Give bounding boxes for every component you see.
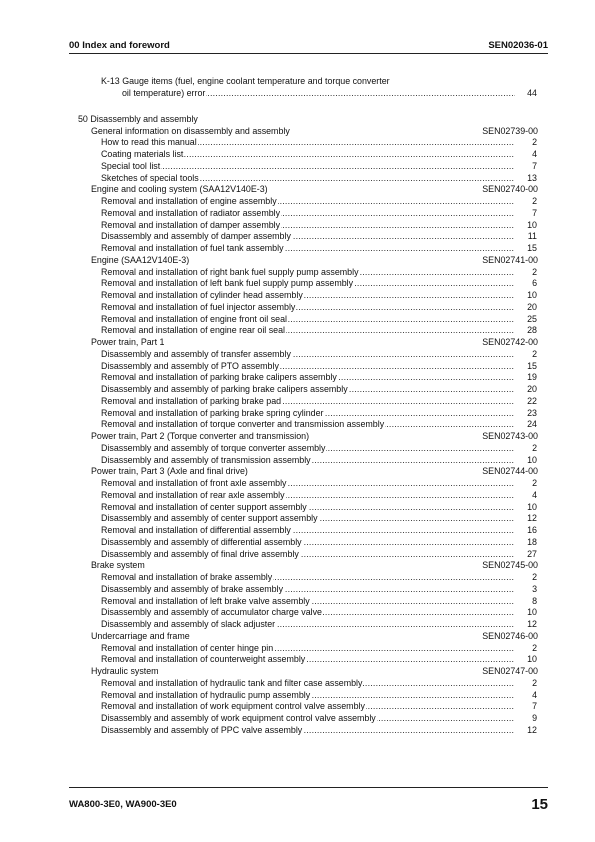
toc-group-code: SEN02739-00: [482, 125, 538, 136]
toc-group-title: Engine and cooling system (SAA12V140E-3): [91, 184, 268, 195]
dot-leader: [101, 267, 515, 279]
dot-leader: [101, 220, 515, 232]
dot-leader: [101, 208, 515, 220]
dot-leader: [101, 408, 515, 420]
dot-leader: [101, 643, 515, 655]
toc-entry-title: Removal and installation of parking brake spring cylinder: [101, 407, 324, 418]
dot-leader: [101, 654, 515, 666]
toc-entry-title: Disassembly and assembly of differential assembly: [101, 536, 302, 547]
toc-entry-page: 2: [532, 348, 537, 359]
toc-entry-page: 3: [532, 583, 537, 594]
dot-leader: [101, 619, 515, 631]
toc-entry[interactable]: [78, 654, 537, 666]
toc-entry-title: Disassembly and assembly of torque converter assembly: [101, 442, 326, 453]
dot-leader: [101, 302, 515, 314]
toc-entry-page: 2: [532, 137, 537, 148]
toc-entry[interactable]: [78, 513, 537, 525]
toc-group-title: Brake system: [91, 560, 145, 571]
toc-entry[interactable]: [78, 325, 537, 337]
toc-entry-title: Removal and installation of right bank fuel supply pump assembly: [101, 266, 359, 277]
toc-group-heading: [78, 255, 537, 267]
toc-entry-k13-line2[interactable]: [78, 88, 537, 100]
toc-entry[interactable]: [78, 419, 537, 431]
toc-entry-page: 27: [527, 548, 537, 559]
toc-entry[interactable]: [78, 701, 537, 713]
dot-leader: [101, 325, 515, 337]
toc-entry-title: Removal and installation of front axle assembly: [101, 478, 287, 488]
toc-entry-page: 10: [527, 501, 537, 512]
dot-leader: [101, 314, 515, 326]
dot-leader: [101, 584, 515, 596]
dot-leader: [101, 690, 515, 702]
toc-entry-title: oil temperature) error: [122, 88, 206, 98]
toc-entry-page: 10: [527, 454, 537, 465]
toc-entry-page: 2: [532, 642, 537, 653]
toc-entry[interactable]: [78, 208, 537, 220]
toc-entry-page: 10: [527, 290, 537, 300]
toc-entry-title: Removal and installation of work equipment control valve assembly: [101, 701, 365, 712]
dot-leader: [101, 713, 515, 725]
toc-group-heading: [78, 184, 537, 196]
toc-group-title: Power train, Part 3 (Axle and final drive): [91, 466, 248, 477]
toc-entry-title: Removal and installation of left bank fuel supply pump assembly: [101, 278, 354, 289]
dot-leader: [101, 349, 515, 361]
dot-leader: [101, 419, 515, 431]
toc-entry[interactable]: [78, 243, 537, 255]
chapter-title: 50 Disassembly and assembly: [78, 113, 198, 124]
toc-entry[interactable]: [78, 643, 537, 655]
dot-leader: [101, 443, 515, 455]
toc-entry-page: 2: [532, 572, 537, 582]
toc-entry[interactable]: [78, 490, 537, 502]
dot-leader: [101, 701, 515, 713]
toc-entry-title: Disassembly and assembly of damper assembly: [101, 231, 291, 242]
toc-entry[interactable]: [78, 525, 537, 537]
toc-groups: [78, 126, 537, 737]
toc-entry-page: 2: [532, 478, 537, 488]
toc-group-code: SEN02740-00: [482, 184, 538, 195]
toc-group-title: Engine (SAA12V140E-3): [91, 254, 190, 265]
toc-entry[interactable]: [78, 690, 537, 702]
toc-entry-page: 2: [532, 266, 537, 277]
toc-entry-title: Removal and installation of hydraulic tank and filter case assembly: [101, 677, 363, 688]
dot-leader: [101, 149, 515, 161]
dot-leader: [101, 173, 515, 185]
toc-entry-page: 11: [527, 231, 537, 242]
toc-entry-title: Disassembly and assembly of center support assembly: [101, 513, 318, 524]
toc-entry-title: Removal and installation of engine assembly: [101, 196, 277, 206]
dot-leader: [101, 525, 515, 537]
toc-entry-page: 19: [527, 372, 537, 383]
toc-entry-title: How to read this manual: [101, 137, 197, 148]
toc-entry-title: K-13 Gauge items (fuel, engine coolant temperature and torque converter: [101, 76, 390, 86]
footer-page-number: 15: [531, 796, 548, 813]
dot-leader: [101, 502, 515, 514]
toc-group-title: Power train, Part 1: [91, 337, 165, 347]
dot-leader: [101, 678, 515, 690]
toc-entry[interactable]: [78, 137, 537, 149]
toc-entry[interactable]: [78, 161, 537, 173]
toc-group-code: SEN02746-00: [482, 630, 538, 641]
toc-entry-page: 23: [527, 407, 537, 418]
footer-divider: [69, 787, 548, 788]
toc-entry[interactable]: [78, 455, 537, 467]
toc-entry-page: 25: [527, 313, 537, 324]
toc-entry[interactable]: [78, 396, 537, 408]
toc-entry[interactable]: [78, 220, 537, 232]
toc-group-code: SEN02744-00: [482, 466, 538, 477]
toc-entry-title: Removal and installation of radiator assembly: [101, 207, 281, 218]
toc-entry[interactable]: [78, 478, 537, 490]
dot-leader: [101, 596, 515, 608]
toc-entry-title: Sketches of special tools: [101, 172, 199, 183]
toc-entry-title: Disassembly and assembly of accumulator charge valve: [101, 607, 322, 618]
toc-entry-page: 2: [532, 442, 537, 453]
chapter-heading: [78, 114, 537, 126]
toc-entry-page: 18: [527, 536, 537, 547]
toc-entry-title: Removal and installation of center hinge pin: [101, 642, 274, 653]
footer-model-name: WA800-3E0, WA900-3E0: [69, 799, 177, 810]
toc-entry-page: 10: [527, 654, 537, 665]
toc-entry-title: Removal and installation of rear axle assembly: [101, 489, 285, 500]
toc-entry-title: Removal and installation of damper assembly: [101, 219, 281, 230]
toc-entry-page: 4: [532, 489, 537, 500]
dot-leader: [101, 572, 515, 584]
toc-group-heading: [78, 126, 537, 138]
toc-entry-page: 4: [532, 149, 537, 159]
toc-entry[interactable]: [78, 725, 537, 737]
toc-entry-title: Disassembly and assembly of transmission assembly: [101, 454, 311, 465]
dot-leader: [101, 396, 515, 408]
toc-group-heading: [78, 466, 537, 478]
toc-entry[interactable]: [78, 290, 537, 302]
dot-leader: [101, 513, 515, 525]
dot-leader: [101, 549, 515, 561]
toc-entry-page: 20: [527, 301, 537, 312]
toc-entry[interactable]: [78, 196, 537, 208]
toc-entry-title: Disassembly and assembly of transfer assembly: [101, 348, 291, 359]
toc-entry-title: Removal and installation of differential assembly: [101, 525, 291, 535]
toc-group-heading: [78, 560, 537, 572]
dot-leader: [101, 278, 515, 290]
toc-entry-title: Removal and installation of brake assembly: [101, 572, 273, 582]
toc-entry-title: Removal and installation of fuel tank assembly: [101, 243, 284, 253]
dot-leader: [101, 361, 515, 373]
toc-entry-title: Removal and installation of counterweight assembly: [101, 654, 306, 665]
toc-entry[interactable]: [78, 267, 537, 279]
toc-entry-title: Removal and installation of torque converter and transmission assembly: [101, 419, 385, 430]
dot-leader: [101, 455, 515, 467]
dot-leader: [101, 372, 515, 384]
toc-entry[interactable]: [78, 607, 537, 619]
toc-group-code: SEN02747-00: [482, 666, 538, 676]
toc-entry-title: Disassembly and assembly of final drive assembly: [101, 548, 299, 559]
toc-entry[interactable]: [78, 314, 537, 326]
toc-entry[interactable]: [78, 302, 537, 314]
toc-entry[interactable]: [78, 361, 537, 373]
toc-entry-page: 16: [527, 525, 537, 535]
toc-entry[interactable]: [78, 549, 537, 561]
dot-leader: [101, 137, 515, 149]
toc-entry-page: 6: [532, 278, 537, 289]
toc-group-heading: [78, 631, 537, 643]
toc-group-code: SEN02741-00: [482, 254, 538, 265]
toc-group-title: Power train, Part 2 (Torque converter and transmission): [91, 431, 310, 441]
toc-entry-title: Disassembly and assembly of PTO assembly: [101, 360, 279, 371]
toc-entry[interactable]: [78, 372, 537, 384]
dot-leader: [101, 607, 515, 619]
toc-entry-page: 7: [532, 701, 537, 712]
dot-leader: [101, 490, 515, 502]
page-header: [69, 40, 548, 52]
toc-group-code: SEN02743-00: [482, 431, 538, 441]
toc-group-heading: [78, 666, 537, 678]
toc-entry-title: Coating materials list: [101, 149, 184, 159]
toc-entry[interactable]: [78, 408, 537, 420]
dot-leader: [101, 243, 515, 255]
toc-entry[interactable]: [78, 619, 537, 631]
toc-entry-page: 8: [532, 595, 537, 606]
toc-entry-page: 24: [527, 419, 537, 430]
toc-entry-page: 12: [527, 619, 537, 629]
toc-group-heading: [78, 431, 537, 443]
toc-entry-page: 7: [532, 160, 537, 171]
toc-entry-title: Disassembly and assembly of work equipment control valve assembly: [101, 713, 376, 723]
toc-entry-title: Removal and installation of center support assembly: [101, 501, 307, 512]
dot-leader: [101, 196, 515, 208]
toc-entry-title: Removal and installation of fuel injector assembly: [101, 301, 296, 312]
toc-entry[interactable]: [78, 678, 537, 690]
toc-entry[interactable]: [78, 713, 537, 725]
toc-entry-title: Removal and installation of parking brake calipers assembly: [101, 372, 337, 383]
toc-entry-page: 13: [527, 172, 537, 183]
toc-entry[interactable]: [78, 584, 537, 596]
toc-entry[interactable]: [78, 149, 537, 161]
toc-entry-title: Disassembly and assembly of slack adjuster: [101, 619, 276, 629]
toc-entry-page: 15: [527, 243, 537, 253]
toc-entry-page: 7: [532, 207, 537, 218]
toc-entry[interactable]: [78, 231, 537, 243]
toc-group-title: Hydraulic system: [91, 666, 159, 676]
toc-entry[interactable]: [78, 502, 537, 514]
toc-entry[interactable]: [78, 537, 537, 549]
toc-group-title: Undercarriage and frame: [91, 630, 190, 641]
dot-leader: [101, 725, 515, 737]
toc-entry-title: Removal and installation of left brake valve assembly: [101, 595, 310, 606]
toc-entry-page: 2: [532, 196, 537, 206]
header-divider: [69, 53, 548, 54]
toc-entry-page: 20: [527, 384, 537, 394]
toc-entry[interactable]: [78, 572, 537, 584]
toc-entry[interactable]: [78, 384, 537, 396]
toc-entry-page: 15: [527, 360, 537, 371]
toc-group-title: General information on disassembly and assembly: [91, 125, 290, 136]
toc-entry-title: Removal and installation of cylinder head assembly: [101, 290, 303, 300]
toc-entry[interactable]: [78, 349, 537, 361]
dot-leader: [101, 161, 515, 173]
toc-entry-page: 12: [527, 724, 537, 735]
toc-entry-title: Removal and installation of engine rear oil seal: [101, 325, 286, 336]
toc-entry-k13-line1: [78, 76, 537, 88]
page-footer: [69, 796, 548, 814]
header-section-title: 00 Index and foreword: [69, 40, 170, 51]
dot-leader: [101, 290, 515, 302]
dot-leader: [101, 478, 515, 490]
toc-entry[interactable]: [78, 173, 537, 185]
toc-entry-title: Removal and installation of parking brake pad: [101, 395, 282, 406]
toc-entry-title: Removal and installation of hydraulic pump assembly: [101, 689, 311, 700]
toc-entry-page: 28: [527, 325, 537, 336]
dot-leader: [101, 384, 515, 396]
toc-entry-page: 22: [527, 395, 537, 406]
toc-entry-page: 4: [532, 689, 537, 700]
dot-leader: [101, 231, 515, 243]
toc-entry-page: 9: [532, 713, 537, 723]
dot-leader: [101, 537, 515, 549]
toc-entry-title: Special tool list: [101, 160, 161, 171]
toc-entry[interactable]: [78, 443, 537, 455]
dot-leader: [122, 88, 515, 100]
toc-entry-page: 44: [527, 88, 537, 98]
table-of-contents: [78, 76, 537, 737]
toc-group-code: SEN02742-00: [482, 337, 538, 347]
toc-entry[interactable]: [78, 278, 537, 290]
toc-group-code: SEN02745-00: [482, 560, 538, 571]
toc-group-heading: [78, 337, 537, 349]
toc-entry-page: 12: [527, 513, 537, 524]
toc-entry-page: 10: [527, 607, 537, 618]
toc-entry-title: Disassembly and assembly of parking brake calipers assembly: [101, 384, 348, 394]
toc-entry-page: 2: [532, 677, 537, 688]
header-document-code: SEN02036-01: [488, 40, 548, 51]
toc-entry-title: Disassembly and assembly of brake assembly: [101, 583, 284, 594]
toc-entry-page: 10: [527, 219, 537, 230]
toc-entry-title: Disassembly and assembly of PPC valve assembly: [101, 724, 303, 735]
toc-entry-title: Removal and installation of engine front oil seal: [101, 313, 287, 324]
toc-entry[interactable]: [78, 596, 537, 608]
